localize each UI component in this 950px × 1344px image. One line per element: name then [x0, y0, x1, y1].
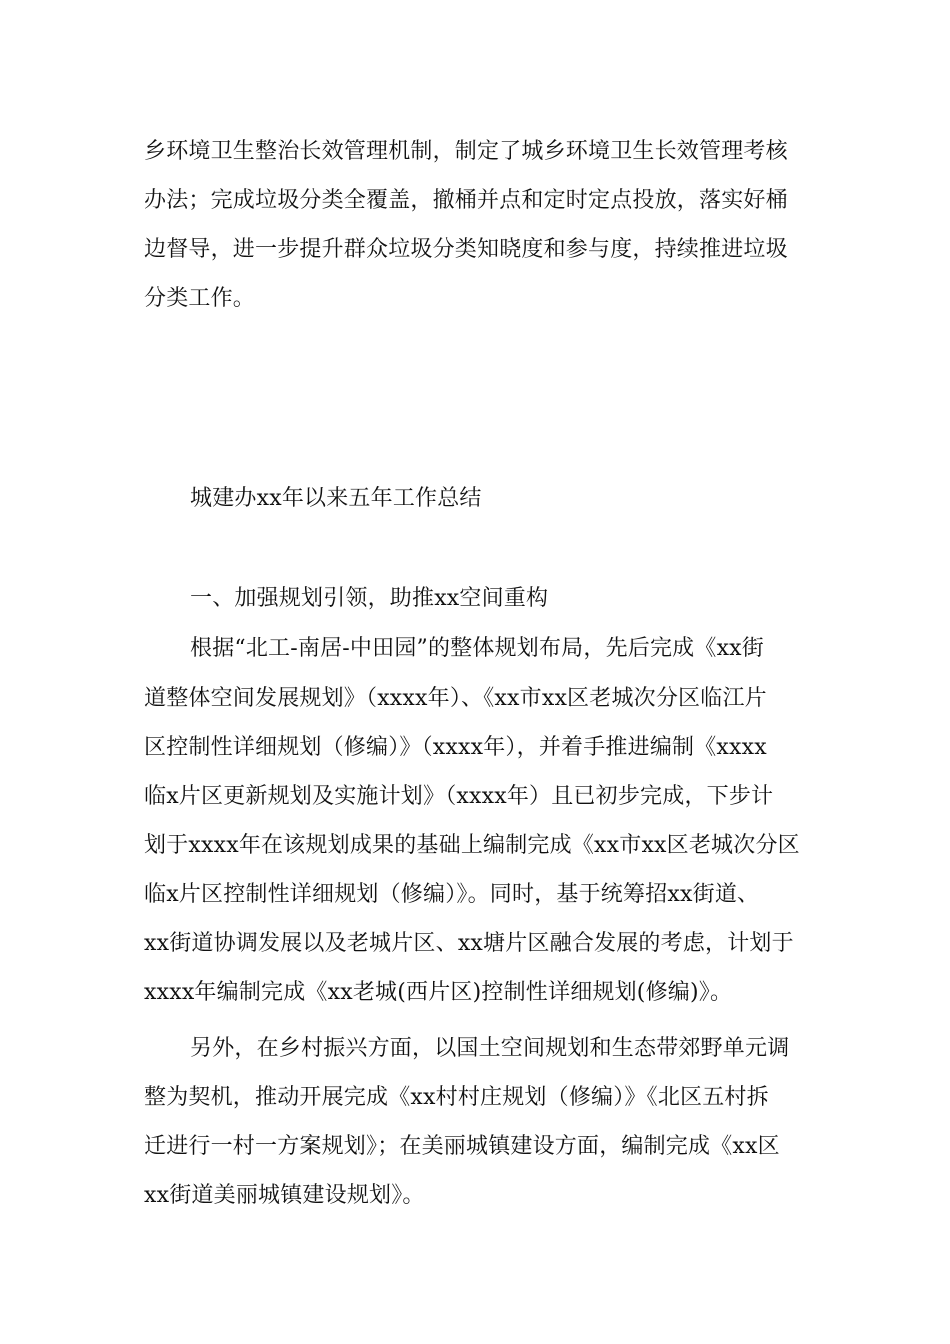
paragraph-line: xx街道协调发展以及老城片区、xx塘片区融合发展的考虑，计划于: [144, 931, 794, 956]
paragraph-line: 根据“北工-南居-中田园”的整体规划布局，先后完成《xx街: [190, 636, 764, 661]
paragraph-line: 临x片区控制性详细规划（修编）》。同时，基于统筹招xx街道、: [144, 882, 760, 907]
paragraph-line: 区控制性详细规划（修编）》（xxxx年），并着手推进编制《xxxx: [144, 735, 767, 760]
paragraph-line: 迁进行一村一方案规划》；在美丽城镇建设方面，编制完成《xx区: [144, 1134, 780, 1159]
paragraph-line: 划于xxxx年在该规划成果的基础上编制完成《xx市xx区老城次分区: [144, 833, 800, 858]
body-text-line: 办法；完成垃圾分类全覆盖，撤桶并点和定时定点投放，落实好桶: [144, 188, 788, 213]
section-heading: 一、加强规划引领，助推xx空间重构: [190, 586, 549, 611]
paragraph-line: 道整体空间发展规划》（xxxx年）、《xx市xx区老城次分区临江片: [144, 686, 767, 711]
paragraph-line: xx街道美丽城镇建设规划》。: [144, 1183, 425, 1208]
body-text-line: 边督导，进一步提升群众垃圾分类知晓度和参与度，持续推进垃圾: [144, 237, 788, 262]
paragraph-line: 另外，在乡村振兴方面，以国土空间规划和生态带郊野单元调: [190, 1036, 790, 1061]
paragraph-line: 整为契机，推动开展完成《xx村村庄规划（修编）》《北区五村拆: [144, 1085, 769, 1110]
body-text-line: 乡环境卫生整治长效管理机制，制定了城乡环境卫生长效管理考核: [144, 139, 788, 164]
document-title: 城建办xx年以来五年工作总结: [190, 486, 482, 511]
body-text-line: 分类工作。: [144, 286, 256, 311]
paragraph-line: xxxx年编制完成《xx老城(西片区)控制性详细规划(修编)》。: [144, 980, 733, 1005]
paragraph-line: 临x片区更新规划及实施计划》（xxxx年）且已初步完成，下步计: [144, 784, 774, 809]
